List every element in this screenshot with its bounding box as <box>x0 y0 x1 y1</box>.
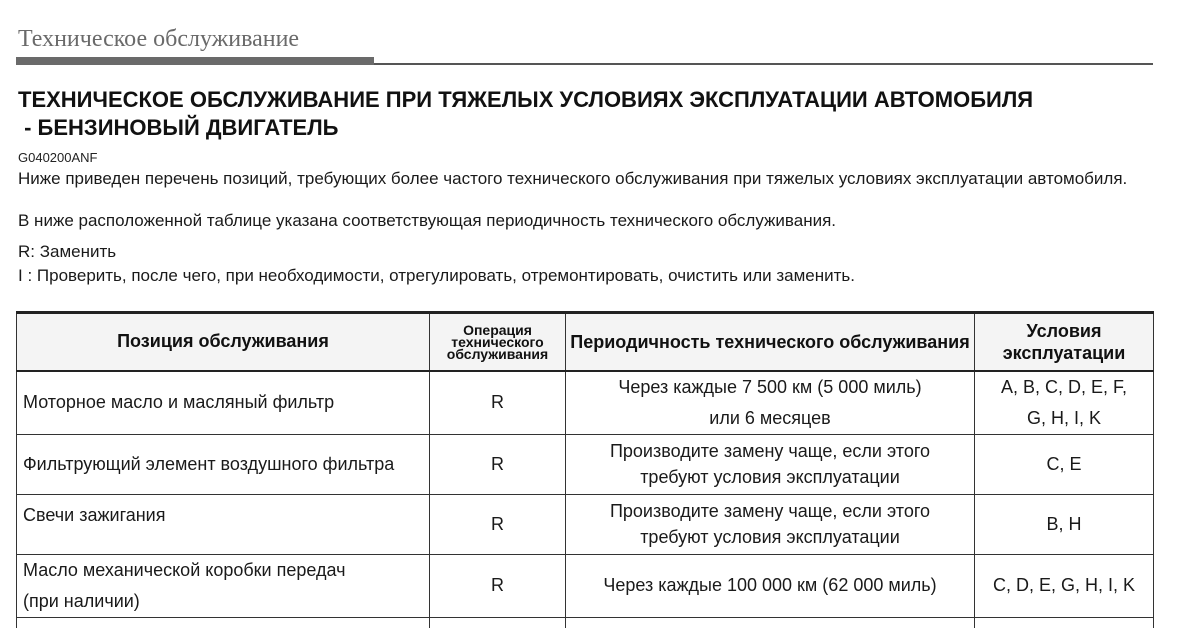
row-period-line2: или 6 месяцев <box>709 407 831 428</box>
table-row <box>17 434 1154 494</box>
row-operation: R <box>430 494 566 554</box>
row-item: Фильтрующий элемент воздушного фильтра <box>17 434 430 494</box>
row-conditions-partial <box>975 617 1154 628</box>
header-rule-accent <box>16 57 374 65</box>
row-conditions <box>975 371 1154 435</box>
header-position: Позиция обслуживания <box>17 313 430 371</box>
row-item-line2: (при наличии) <box>23 590 140 611</box>
maintenance-table <box>16 311 1154 628</box>
header-conditions: Условия эксплуатации <box>975 313 1154 371</box>
row-operation: R <box>430 434 566 494</box>
row-item <box>17 554 430 617</box>
row-conditions-line2: G, H, I, K <box>1026 407 1101 428</box>
section-title: Техническое обслуживание <box>18 26 300 52</box>
document-code: G040200ANF <box>18 150 98 165</box>
table-description: В ниже расположенной таблице указана соответствующая периодичность технического обслуживания. <box>18 211 837 230</box>
table-row-partial <box>17 617 1154 628</box>
row-item-partial <box>17 617 430 628</box>
row-period <box>566 434 975 494</box>
legend-replace: R: Заменить <box>18 242 117 261</box>
header-operation: Операция технического обслуживания <box>430 313 566 371</box>
table-row <box>17 554 1154 617</box>
document-title-line1: ТЕХНИЧЕСКОЕ ОБСЛУЖИВАНИЕ ПРИ ТЯЖЕЛЫХ УСЛОВИЯХ ЭКСПЛУАТАЦИИ АВТОМОБИЛЯ <box>18 87 1034 112</box>
table-header-row <box>17 313 1154 371</box>
row-operation-partial <box>430 617 566 628</box>
intro-paragraph: Ниже приведен перечень позиций, требующих более частого технического обслуживания при тяжелых условиях эксплуатации автомобиля. <box>18 169 1128 188</box>
row-period: Через каждые 100 000 км (62 000 миль) <box>566 554 975 617</box>
row-item: Свечи зажигания <box>17 494 430 554</box>
row-period-line2: требуют условия эксплуатации <box>640 527 900 547</box>
row-item: Моторное масло и масляный фильтр <box>17 371 430 435</box>
row-conditions-line1: A, B, C, D, E, F, <box>1000 376 1128 397</box>
row-period-line1: Производите замену чаще, если этого <box>609 441 931 461</box>
document-title <box>18 86 1168 142</box>
row-conditions: C, E <box>975 434 1154 494</box>
row-item-line1: Масло механической коробки передач <box>23 559 346 580</box>
row-period <box>566 494 975 554</box>
row-conditions: B, H <box>975 494 1154 554</box>
document-title-line2: - БЕНЗИНОВЫЙ ДВИГАТЕЛЬ <box>18 115 339 140</box>
table-row <box>17 494 1154 554</box>
row-operation: R <box>430 554 566 617</box>
row-period-partial <box>566 617 975 628</box>
row-operation: R <box>430 371 566 435</box>
header-period: Периодичность технического обслуживания <box>566 313 975 371</box>
legend-inspect: I : Проверить, после чего, при необходимости, отрегулировать, отремонтировать, очистить или заменить. <box>18 266 855 285</box>
row-period-line1: Через каждые 7 500 км (5 000 миль) <box>618 376 922 397</box>
row-period-line1: Производите замену чаще, если этого <box>609 501 931 521</box>
row-period <box>566 371 975 435</box>
table-row <box>17 371 1154 435</box>
row-conditions: C, D, E, G, H, I, K <box>975 554 1154 617</box>
row-period-line2: требуют условия эксплуатации <box>640 467 900 487</box>
